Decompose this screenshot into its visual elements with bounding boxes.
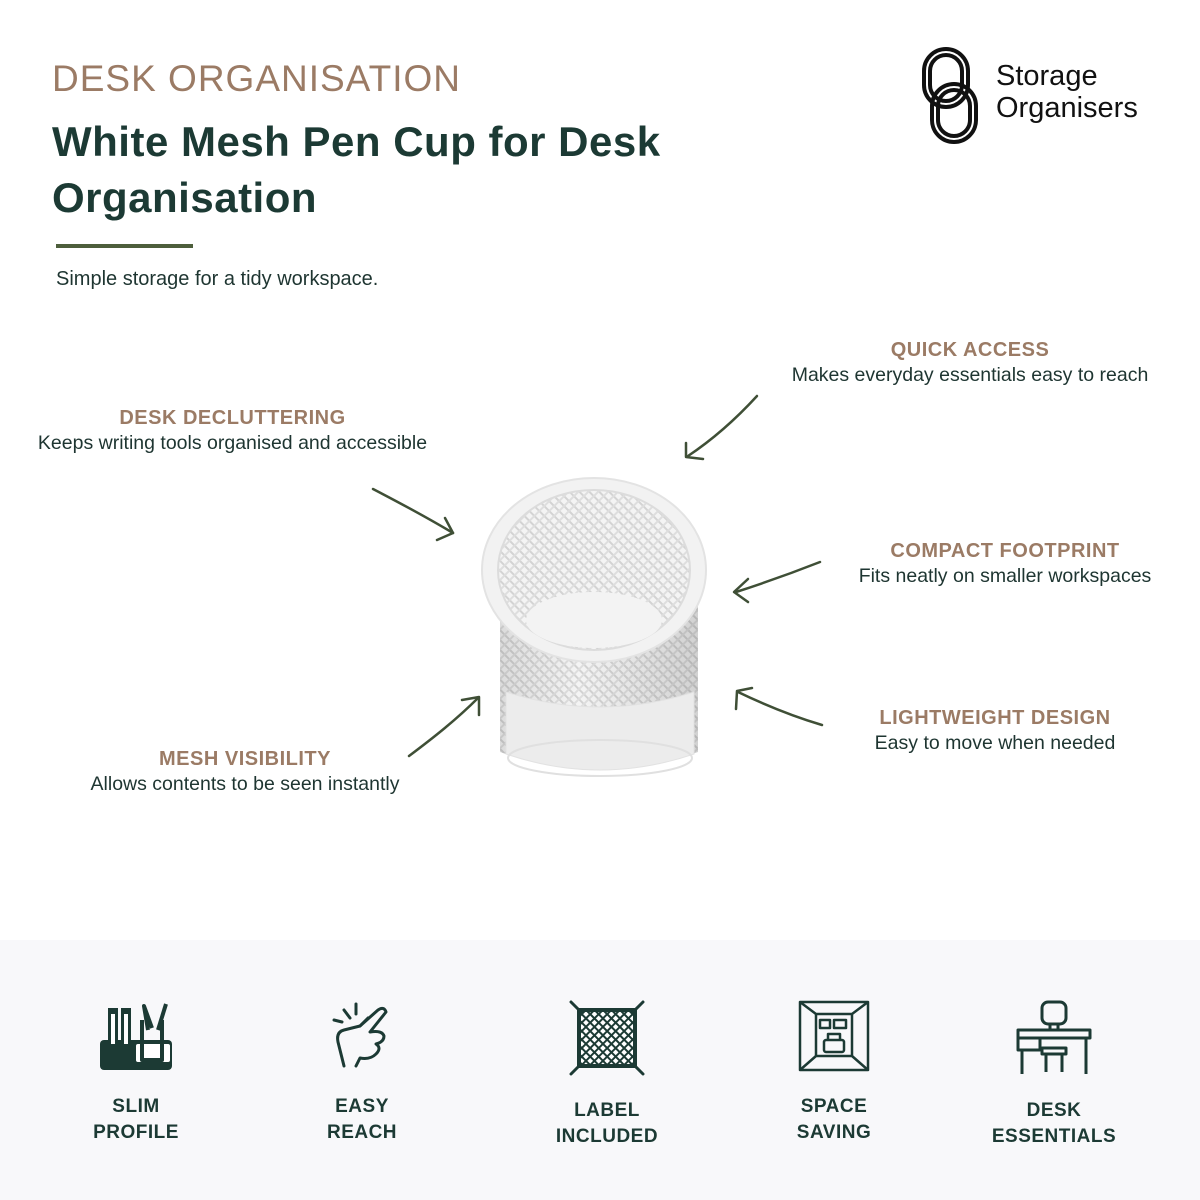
feature-quick-access [770, 337, 1170, 387]
badge-easy-reach [272, 1000, 452, 1146]
desk-chair-icon [1014, 1000, 1094, 1076]
badge-label-line1: SLIM [112, 1096, 160, 1117]
brand-logo [918, 46, 1178, 146]
feature-compact-footprint [835, 538, 1175, 588]
feature-description: Easy to move when needed [874, 732, 1116, 754]
badge-label-line1: EASY [335, 1096, 389, 1117]
arrow-compact-footprint [734, 562, 820, 602]
feature-desk-decluttering [10, 405, 455, 455]
room-space-icon [798, 1000, 870, 1072]
arrow-desk-decluttering [373, 489, 453, 540]
page-subtitle: Simple storage for a tidy workspace. [56, 268, 379, 290]
title-divider [56, 244, 193, 248]
mesh-pen-cup-image [470, 470, 730, 790]
brand-name-line2: Organisers [996, 92, 1138, 124]
badge-label-line1: LABEL [574, 1100, 640, 1121]
badge-label-line2: REACH [326, 1122, 398, 1143]
feature-description: Keeps writing tools organised and accessible [37, 432, 428, 454]
arrow-lightweight-design [736, 688, 822, 725]
feature-title: MESH VISIBILITY [159, 748, 331, 770]
feature-title: LIGHTWEIGHT DESIGN [879, 707, 1111, 729]
feature-mesh-visibility [65, 746, 425, 796]
feature-lightweight-design [855, 705, 1135, 755]
interlocking-loops-logo-icon [918, 46, 982, 146]
feature-description: Allows contents to be seen instantly [90, 773, 400, 795]
hand-reach-icon [330, 1000, 394, 1072]
badge-label-included [517, 1000, 697, 1150]
feature-title: COMPACT FOOTPRINT [890, 540, 1120, 562]
desk-organiser-icon [96, 1000, 176, 1072]
feature-description: Fits neatly on smaller workspaces [858, 565, 1152, 587]
feature-title: QUICK ACCESS [890, 339, 1050, 361]
brand-name-line1: Storage [996, 60, 1098, 92]
arrow-quick-access [686, 396, 757, 459]
badge-label-line1: SPACE [800, 1096, 868, 1117]
badge-label-line2: PROFILE [93, 1122, 179, 1143]
feature-title: DESK DECLUTTERING [119, 407, 346, 429]
eyebrow-heading: DESK ORGANISATION [52, 58, 461, 99]
mesh-label-icon [569, 1000, 645, 1076]
feature-description: Makes everyday essentials easy to reach [791, 364, 1149, 386]
page-title: White Mesh Pen Cup for Desk Organisation [52, 118, 661, 221]
badge-label-line1: DESK [1026, 1100, 1082, 1121]
badge-label-line2: ESSENTIALS [991, 1126, 1117, 1147]
badge-slim-profile [46, 1000, 226, 1146]
badge-label-line2: SAVING [796, 1122, 872, 1143]
badge-space-saving [744, 1000, 924, 1146]
badge-desk-essentials [964, 1000, 1144, 1150]
badge-label-line2: INCLUDED [555, 1126, 659, 1147]
